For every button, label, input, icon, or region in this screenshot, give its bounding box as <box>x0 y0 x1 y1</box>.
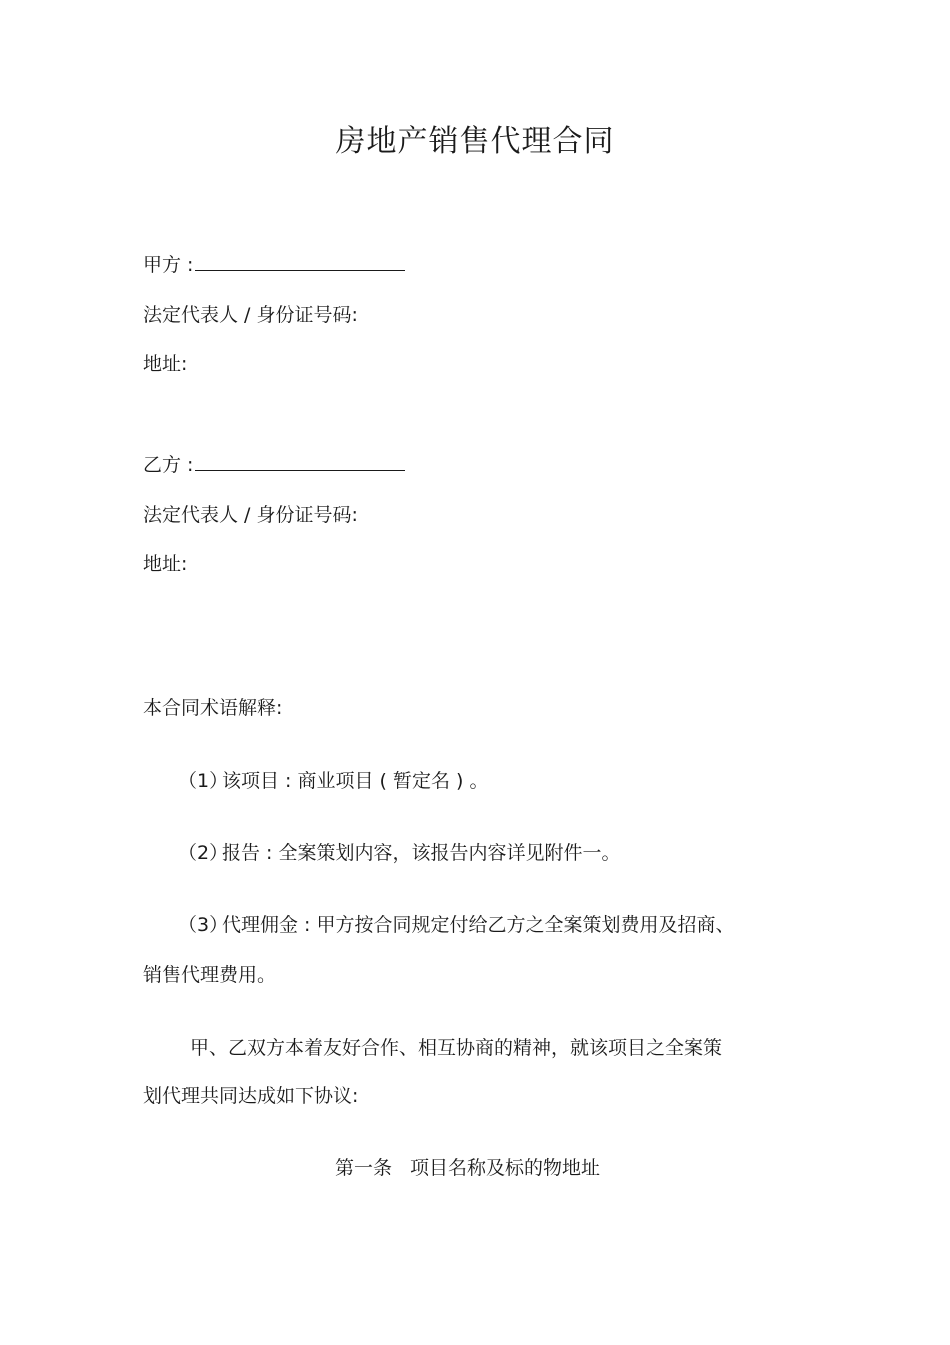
party-a-address: 地址: <box>143 353 188 375</box>
term-item-3 <box>178 912 734 938</box>
party-b-rep: 法定代表人 / 身份证号码: <box>143 504 358 526</box>
term-text: 代理佣金 : 甲方按合同规定付给乙方之全案策划费用及招商、 <box>222 914 735 936</box>
party-b-blank <box>195 452 405 471</box>
term-item-1 <box>178 768 488 794</box>
party-a-line <box>143 252 405 278</box>
party-a-rep: 法定代表人 / 身份证号码: <box>143 304 358 326</box>
agreement-line-1: 甲、乙双方本着友好合作、相互协商的精神，就该项目之全案策 <box>190 1037 723 1059</box>
term-number: （2） <box>178 842 229 864</box>
term-text: 该项目 : 商业项目 ( 暂定名 ) 。 <box>222 770 489 792</box>
party-b-label: 乙方 : <box>143 454 194 476</box>
party-b-address: 地址: <box>143 553 188 575</box>
term-number: （3） <box>178 914 229 936</box>
terms-heading: 本合同术语解释: <box>143 697 283 719</box>
party-a-label: 甲方 : <box>143 254 194 276</box>
party-b-line <box>143 452 405 478</box>
agreement-line-2: 划代理共同达成如下协议: <box>143 1085 359 1107</box>
document-title: 房地产销售代理合同 <box>335 124 615 159</box>
term-item-3-continued: 销售代理费用。 <box>143 964 277 986</box>
term-text: 报告 : 全案策划内容，该报告内容详见附件一。 <box>222 842 621 864</box>
term-number: （1） <box>178 770 229 792</box>
article-1-heading: 第一条 项目名称及标的物地址 <box>334 1157 601 1179</box>
party-a-blank <box>195 252 405 271</box>
term-item-2 <box>178 840 620 866</box>
